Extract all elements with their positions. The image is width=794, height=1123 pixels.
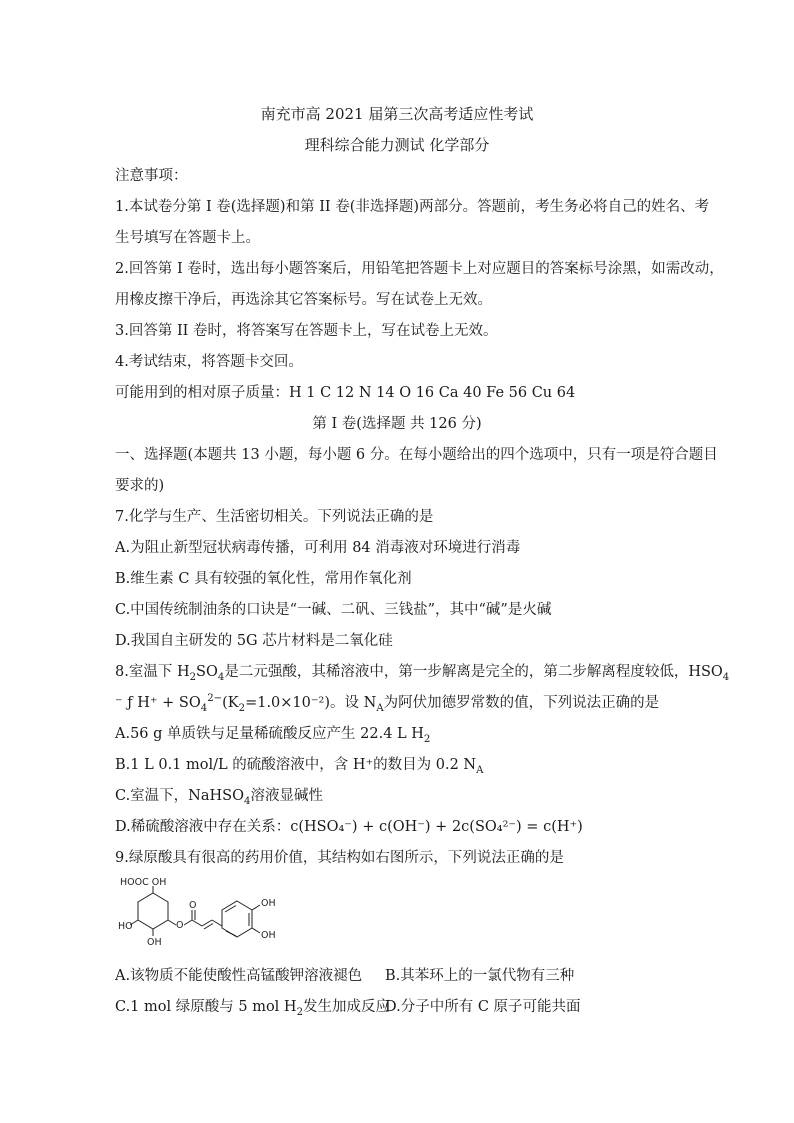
carbonyl-o-label: O <box>189 900 197 911</box>
oh-bottom-label: OH <box>147 937 162 948</box>
q8-stem-line-1: 8.室温下 $H_2SO_4$是二元强酸，其稀溶液中，第一步解离是完全的，第二步解离程度较低，$HSO_4$ <box>115 664 730 683</box>
oh-right-bottom-label: OH <box>261 930 276 941</box>
section-intro-line-2: 要求的) <box>115 478 165 494</box>
notice-item-1-line-2: 生号填写在答题卡上。 <box>115 230 260 246</box>
atomic-masses: 可能用到的相对原子质量：H 1 C 12 N 14 O 16 Ca 40 Fe 56 Cu 64 <box>115 385 576 401</box>
section-title: 第 I 卷(选择题 共 126 分) <box>312 416 482 432</box>
q9-option-a: A.该物质不能使酸性高锰酸钾溶液褪色 <box>115 968 363 984</box>
notice-item-4: 4.考试结束，将答题卡交回。 <box>115 354 303 370</box>
notice-item-3: 3.回答第 II 卷时，将答案写在答题卡上，写在试卷上无效。 <box>115 323 498 339</box>
q9-option-b: B.其苯环上的一氯代物有三种 <box>385 968 575 984</box>
q7-option-b: B.维生素 C 具有较强的氧化性，常用作氧化剂 <box>115 571 412 587</box>
notice-item-2-line-1: 2.回答第 I 卷时，选出每小题答案后，用铅笔把答题卡上对应题目的答案标号涂黑，如需改动， <box>115 261 724 277</box>
q9-option-d: D.分子中所有 C 原子可能共面 <box>385 999 581 1015</box>
q8-option-a: A.56 g 单质铁与足量稀硫酸反应产生 22.4 L $H_2$ <box>115 726 431 745</box>
notice-heading: 注意事项： <box>115 168 188 184</box>
notice-item-1-line-1: 1.本试卷分第 I 卷(选择题)和第 II 卷(非选择题)两部分。答题前，考生务必将自己的姓名、考 <box>115 199 710 215</box>
cooh-oh-label: HOOC OH <box>120 877 167 888</box>
ester-o-label: O <box>176 920 184 931</box>
q9-option-c: C.1 mol 绿原酸与 5 mol $H_2$发生加成反应 <box>115 999 391 1018</box>
q8-option-c: C.室温下，NaHSO$_4$溶液显碱性 <box>115 788 323 807</box>
q7-option-c: C.中国传统制油条的口诀是“一碱、二矾、三钱盐”，其中“碱”是火碱 <box>115 602 552 618</box>
oh-right-top-label: OH <box>261 898 276 909</box>
exam-title: 南充市高 2021 届第三次高考适应性考试 <box>260 105 534 123</box>
q7-option-d: D.我国自主研发的 5G 芯片材料是二氧化硅 <box>115 633 393 649</box>
q9-stem: 9.绿原酸具有很高的药用价值，其结构如右图所示，下列说法正确的是 <box>115 850 564 866</box>
chlorogenic-acid-structure <box>118 876 293 956</box>
cyclohexane-ring <box>138 893 168 929</box>
q7-stem: 7.化学与生产、生活密切相关。下列说法正确的是 <box>115 509 434 525</box>
q8-stem-line-2: ⁻ ƒ $H^+ + SO_4^{2-}(K_2=1.0\times 10^{-2})$。设 $N_A$为阿伏加德罗常数的值，下列说法正确的是 <box>115 693 660 714</box>
ho-left-label: HO <box>118 921 133 932</box>
q7-option-a: A.为阻止新型冠状病毒传播，可利用 84 消毒液对环境进行消毒 <box>115 540 521 556</box>
notice-item-2-line-2: 用橡皮擦干净后，再选涂其它答案标号。写在试卷上无效。 <box>115 292 492 308</box>
q8-option-d: D.稀硫酸溶液中存在关系：c(HSO₄⁻) + c(OH⁻) + 2c(SO₄²⁻) = c(H⁺) <box>115 819 583 835</box>
q8-option-b: B.1 L 0.1 mol/L 的硫酸溶液中，含 H⁺的数目为 0.2 $N_A$ <box>115 757 484 776</box>
section-intro-line-1: 一、选择题(本题共 13 小题，每小题 6 分。在每小题给出的四个选项中，只有一项是符合题目 <box>115 447 718 463</box>
exam-subtitle: 理科综合能力测试 化学部分 <box>304 136 490 154</box>
